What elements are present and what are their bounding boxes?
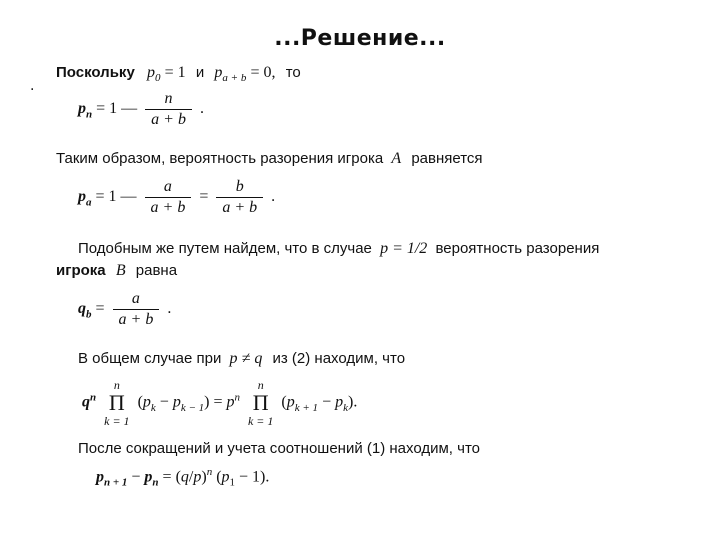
- bullet-dot: ·: [30, 82, 35, 98]
- line-similar: Подобным же путем найдем, что в случае p = 1/2 вероятность разорения: [78, 240, 600, 257]
- line-player-b: игрока B равна: [56, 262, 178, 279]
- and-word: и: [195, 64, 205, 81]
- line-after-reduction: После сокращений и учета соотношений (1) находим, что: [78, 440, 480, 457]
- final-formula: $p_{n + 1} - p_n = (q/p)^n$ $(p_1 - 1)$.: [96, 466, 270, 489]
- since-word: Поскольку: [56, 64, 135, 81]
- product-symbol-right: n Π k = 1: [247, 378, 274, 428]
- line-thus: Таким образом, вероятность разорения игрока A равняется: [56, 150, 483, 167]
- product-formula: $q^n$ n Π k = 1 $(p_k - p_{k - 1}) = p^n$ n Π k = 1 $(p_{k + 1} - p_k)$.: [82, 378, 358, 428]
- p0-symbol: $p_0$: [146, 64, 161, 85]
- pab-value: = 0,: [250, 64, 276, 81]
- pa-formula: $p_a = 1$ — $\frac{a}{a + b}$ = $\frac{b}{a + b}$ .: [78, 178, 276, 216]
- product-symbol-left: n Π k = 1: [104, 378, 130, 428]
- then-word: то: [285, 64, 301, 81]
- slide-title: ...Решение...: [274, 26, 446, 51]
- line-since: [56, 64, 301, 84]
- line-general-case: В общем случае при p ≠ q из (2) находим, что: [78, 350, 406, 367]
- qb-formula: $q_b$ = $\frac{a}{a + b}$ .: [78, 290, 172, 328]
- pn-fraction: $\frac{n}{a + b}$: [145, 90, 192, 129]
- pab-symbol: $p_{a + b}$: [214, 64, 247, 85]
- p0-value: = 1: [164, 64, 186, 81]
- pn-formula: $p_n = 1$ — $\frac{n}{a + b}$ .: [78, 90, 204, 128]
